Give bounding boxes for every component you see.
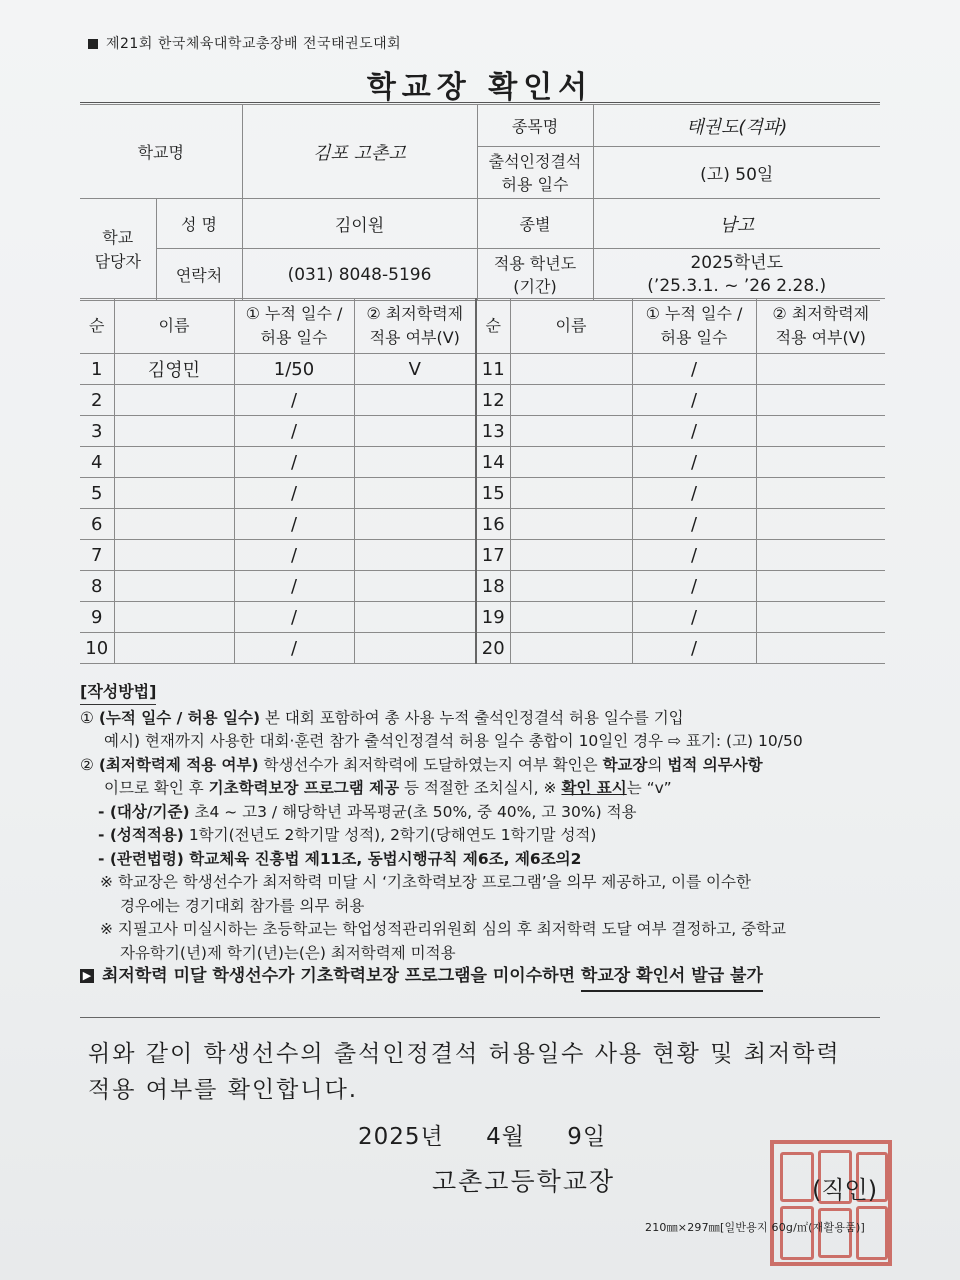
roster-days: / [632,602,756,633]
roster-no: 18 [476,571,510,602]
roster-no: 19 [476,602,510,633]
instruction-2-line2-e: 는 “v” [626,779,672,797]
col-days-right [632,299,756,354]
roster-no: 11 [476,354,510,385]
name-label: 성 명 [156,199,242,249]
gender-label: 종별 [477,199,593,249]
roster-name [510,602,632,633]
roster-check [756,633,885,664]
instruction-2-duty: 법적 의무사항 [667,755,763,774]
roster-check [756,416,885,447]
roster-name [510,478,632,509]
col-days-right-line2: 허용 일수 [660,328,728,347]
roster-name [114,385,234,416]
col-apply-line1: ② 최저학력제 [366,304,464,323]
col-days [234,299,354,354]
event-header-text: 제21회 한국체육대학교총장배 전국태권도대회 [106,36,402,52]
roster-days: / [234,540,354,571]
sub-grades-label: - (성적적용) [98,826,184,844]
event-header [88,33,401,53]
roster-check [756,478,885,509]
instructions-section [80,680,890,992]
roster-no: 9 [80,602,114,633]
roster-name [510,509,632,540]
roster-name: 김영민 [114,354,234,385]
roster-name [114,571,234,602]
roster-table [80,298,885,664]
roster-no: 7 [80,540,114,571]
roster-check [354,602,476,633]
col-apply-right [756,299,885,354]
roster-row [80,571,885,602]
instruction-2-line2-a: 이므로 확인 후 [104,779,209,797]
roster-name [114,602,234,633]
roster-days: / [632,447,756,478]
col-name: 이름 [114,299,234,354]
title-divider [80,102,880,103]
year-label-line1: 적용 학년도 [493,253,577,273]
gender-value: 남고 [593,199,880,249]
instruction-1 [80,707,890,731]
final-warning [80,965,890,992]
roster-check [756,540,885,571]
principal-name: 고촌고등학교장 [432,1167,616,1196]
contact-value: (031) 8048-5196 [242,249,477,301]
year-value-line1: 2025학년도 [690,252,784,273]
document-title: 학교장 확인서 [366,70,594,105]
date-day: 9일 [567,1124,607,1150]
roster-days: / [234,478,354,509]
roster-check [756,602,885,633]
year-value [593,249,880,301]
absence-value: (고) 50일 [593,147,880,199]
roster-check [354,633,476,664]
roster-name [510,416,632,447]
col-days-line2: 허용 일수 [260,328,328,347]
instruction-2 [80,754,890,778]
roster-row [80,385,885,416]
school-value: 김포 고촌고 [242,105,477,199]
issue-date [358,1118,606,1151]
col-apply [354,299,476,354]
roster-row [80,633,885,664]
roster-days: / [632,385,756,416]
sub-law [80,848,890,872]
col-apply-right-line2: 적용 여부(V) [775,328,866,347]
arrow-box-icon: ▶ [80,969,94,983]
instruction-1-text: 본 대회 포함하여 총 사용 누적 출석인정결석 허용 일수를 기입 [260,708,684,727]
instruction-2-text: 학생선수가 최저학력에 도달하였는지 여부 확인은 [258,755,603,774]
instruction-2-line2 [80,777,890,801]
roster-row [80,540,885,571]
instruction-2-principal: 학교장 [602,755,648,774]
roster-check [354,509,476,540]
roster-no: 3 [80,416,114,447]
roster-days: / [234,633,354,664]
roster-check [354,385,476,416]
roster-name [510,571,632,602]
year-label [477,249,593,301]
paper-spec-note: 210㎜×297㎜[일반용지 60g/㎡(재활용품)] [645,1221,865,1234]
confirmation-statement [88,1036,888,1108]
roster-header-row [80,299,885,354]
roster-no: 15 [476,478,510,509]
confirmation-line2: 적용 여부를 확인합니다. [88,1077,359,1103]
instruction-2-line2-b: 기초학력보장 프로그램 제공 [208,779,400,797]
note-1-cont: 경우에는 경기대회 참가를 의무 허용 [120,896,365,915]
absence-label-line2: 허용 일수 [501,174,569,194]
roster-days: / [234,571,354,602]
date-year: 2025년 [358,1124,444,1150]
roster-check: V [354,354,476,385]
contact-label: 연락처 [156,249,242,301]
col-no-right: 순 [476,299,510,354]
instruction-1-title: (누적 일수 / 허용 일수) [98,708,261,727]
info-table [80,104,880,301]
roster-name [510,447,632,478]
roster-days: / [632,478,756,509]
roster-check [756,385,885,416]
sub-law-label: - (관련법령) [98,849,184,868]
roster-name [114,633,234,664]
confirm-divider [80,1017,880,1018]
absence-label-line1: 출석인정결석 [488,151,582,171]
col-apply-line2: 적용 여부(V) [369,328,460,347]
roster-row [80,478,885,509]
instruction-1-example: 예시) 현재까지 사용한 대회·훈련 참가 출석인정결석 허용 일수 총합이 10일인 경우 ⇨ 표기: (고) 10/50 [104,732,803,750]
roster-name [114,478,234,509]
col-no: 순 [80,299,114,354]
roster-no: 10 [80,633,114,664]
roster-check [756,571,885,602]
event-value: 태권도(격파) [593,105,880,147]
roster-row [80,416,885,447]
roster-row [80,354,885,385]
instruction-2-title: (최저학력제 적용 여부) [98,755,259,774]
final-warning-text: 최저학력 미달 학생선수가 기초학력보장 프로그램을 미이수하면 [102,966,581,986]
roster-days: / [632,571,756,602]
date-month: 4월 [486,1124,525,1150]
event-label: 종목명 [477,105,593,147]
roster-no: 8 [80,571,114,602]
roster-no: 17 [476,540,510,571]
col-days-line1: ① 누적 일수 / [245,304,343,323]
roster-check [354,540,476,571]
roster-no: 16 [476,509,510,540]
square-bullet-icon [88,39,98,49]
roster-check [756,447,885,478]
roster-no: 1 [80,354,114,385]
roster-name [510,633,632,664]
col-name-right: 이름 [510,299,632,354]
roster-days: / [234,602,354,633]
seal-label: (직인) [812,1176,878,1204]
roster-check [756,354,885,385]
roster-no: 5 [80,478,114,509]
roster-no: 4 [80,447,114,478]
sub-grades-text: 1학기(전년도 2학기말 성적), 2학기(당해연도 1학기말 성적) [183,826,597,844]
roster-check [354,478,476,509]
roster-days: / [632,633,756,664]
instruction-2-line2-c: 등 적절한 조치실시, ※ [399,779,562,797]
roster-name [114,447,234,478]
note-2-cont: 자유학기(년)제 학기(년)는(은) 최저학력제 미적용 [120,943,456,962]
roster-days: 1/50 [234,354,354,385]
roster-days: / [632,540,756,571]
roster-days: / [234,447,354,478]
roster-row [80,602,885,633]
sub-target [80,801,890,825]
sub-target-label: - (대상/기준) [98,802,190,821]
roster-check [354,571,476,602]
roster-name [510,540,632,571]
manager-label-line2: 담당자 [94,251,141,271]
roster-row [80,447,885,478]
roster-days: / [632,509,756,540]
sub-grades [80,824,890,848]
roster-name [114,416,234,447]
instruction-1-num: ① [80,708,94,727]
roster-name [510,385,632,416]
note-1: ※ 학교장은 학생선수가 최저학력 미달 시 ‘기초학력보장 프로그램’을 의무 제공하고, 이를 이수한 [100,873,751,891]
roster-no: 2 [80,385,114,416]
roster-days: / [234,416,354,447]
note-2: ※ 지필고사 미실시하는 초등학교는 학업성적관리위원회 심의 후 최저학력 도달 여부 결정하고, 중학교 [100,920,787,938]
year-label-line2: (기간) [513,276,557,296]
absence-label [477,147,593,199]
confirmation-line1: 위와 같이 학생선수의 출석인정결석 허용일수 사용 현황 및 최저학력 [88,1041,841,1067]
roster-days: / [632,354,756,385]
roster-days: / [234,509,354,540]
roster-no: 14 [476,447,510,478]
roster-name [510,354,632,385]
name-value: 김이원 [242,199,477,249]
roster-name [114,509,234,540]
manager-label [80,199,156,301]
year-value-line2: (’25.3.1. ~ ’26 2.28.) [647,275,827,296]
roster-name [114,540,234,571]
final-warning-emphasis: 학교장 확인서 발급 불가 [581,965,763,992]
roster-no: 6 [80,509,114,540]
roster-no: 20 [476,633,510,664]
sub-law-text: 학교체육 진흥법 제11조, 동법시행규칙 제6조, 제6조의2 [183,849,582,868]
instruction-2-line2-d: 확인 표시 [561,779,627,797]
roster-days: / [234,385,354,416]
roster-no: 13 [476,416,510,447]
instructions-heading: [작성방법] [80,680,156,705]
school-label: 학교명 [80,105,242,199]
roster-no: 12 [476,385,510,416]
roster-check [354,447,476,478]
instruction-2-num: ② [80,755,94,774]
instruction-2-particle: 의 [647,755,668,774]
roster-check [354,416,476,447]
roster-days: / [632,416,756,447]
sub-target-text: 초4 ~ 고3 / 해당학년 과목평균(초 50%, 중 40%, 고 30%) 적용 [189,802,637,821]
col-apply-right-line1: ② 최저학력제 [772,304,870,323]
roster-row [80,509,885,540]
col-days-right-line1: ① 누적 일수 / [645,304,743,323]
roster-check [756,509,885,540]
manager-label-line1: 학교 [102,227,134,247]
